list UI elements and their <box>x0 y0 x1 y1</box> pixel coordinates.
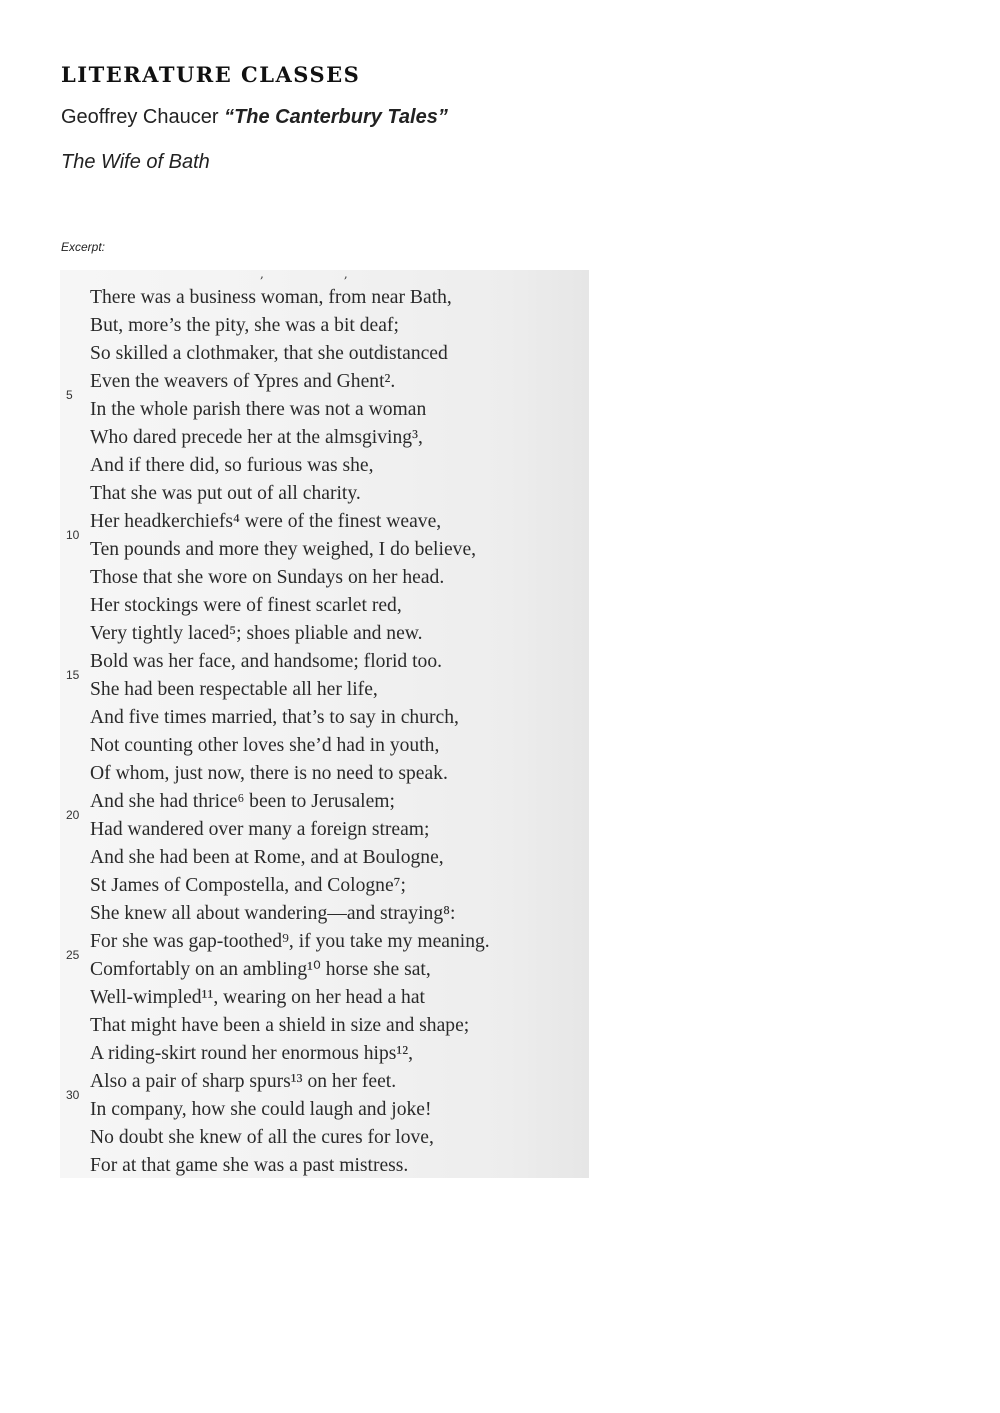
poem-line: Ten pounds and more they weighed, I do believe, <box>90 539 477 560</box>
poem-line: Had wandered over many a foreign stream; <box>90 819 430 840</box>
poem-line: That she was put out of all charity. <box>90 483 361 504</box>
poem-line: And she had thrice⁶ been to Jerusalem; <box>90 791 395 812</box>
poem-line: She knew all about wandering—and straying⁸: <box>90 903 456 924</box>
poem-line: She had been respectable all her life, <box>90 679 378 700</box>
line-number: 10 <box>66 528 80 542</box>
poem-line: There was a business woman, from near Bath, <box>90 287 452 308</box>
poem-line: Her headkerchiefs⁴ were of the finest weave, <box>90 511 442 532</box>
poem-line: For at that game she was a past mistress. <box>90 1155 409 1176</box>
poem-line: St James of Compostella, and Cologne⁷; <box>90 875 406 896</box>
poem-line: Who dared precede her at the almsgiving³, <box>90 427 423 448</box>
excerpt-label: Excerpt: <box>61 240 106 254</box>
line-number: 25 <box>66 948 80 962</box>
poem-line: Well-wimpled¹¹, wearing on her head a hat <box>90 987 425 1008</box>
poem-line: Of whom, just now, there is no need to speak. <box>90 763 448 784</box>
work-title: “The Canterbury Tales” <box>224 106 448 128</box>
poem-line: A riding-skirt round her enormous hips¹², <box>90 1043 414 1064</box>
poem-line: Those that she wore on Sundays on her head. <box>90 567 445 588</box>
poem-line: Bold was her face, and handsome; florid too. <box>90 651 443 672</box>
poem-line: Comfortably on an ambling¹⁰ horse she sat, <box>90 959 431 980</box>
poem-line: In company, how she could laugh and joke! <box>90 1099 432 1120</box>
poem-line: That might have been a shield in size and shape; <box>90 1015 470 1036</box>
line-number: 5 <box>66 388 73 402</box>
poem-line: Her stockings were of finest scarlet red, <box>90 595 402 616</box>
poem-line: In the whole parish there was not a woman <box>90 399 427 420</box>
line-number: 20 <box>66 808 80 822</box>
poem-line: And five times married, that’s to say in church, <box>90 707 459 728</box>
poem-line: For she was gap-toothed⁹, if you take my meaning. <box>90 931 490 952</box>
poem-excerpt-scan <box>60 267 589 1178</box>
poem-line: But, more’s the pity, she was a bit deaf; <box>90 315 399 336</box>
poem-lines <box>90 284 490 1180</box>
poem-line: Not counting other loves she’d had in youth, <box>90 735 440 756</box>
poem-line: And she had been at Rome, and at Boulogne, <box>90 847 444 868</box>
line-number: 30 <box>66 1088 80 1102</box>
poem-line: Very tightly laced⁵; shoes pliable and new. <box>90 623 423 644</box>
author-name: Geoffrey Chaucer <box>61 106 219 128</box>
poem-line: No doubt she knew of all the cures for love, <box>90 1127 434 1148</box>
poem-line: Also a pair of sharp spurs¹³ on her feet. <box>90 1071 397 1092</box>
scan-edge-marks: ,, <box>260 267 428 281</box>
poem-line: So skilled a clothmaker, that she outdistanced <box>90 343 448 364</box>
page-heading: LITERATURE CLASSES <box>61 62 361 87</box>
poem-line: Even the weavers of Ypres and Ghent². <box>90 371 396 392</box>
line-number: 15 <box>66 668 80 682</box>
tale-title: The Wife of Bath <box>61 151 210 173</box>
author-line <box>61 106 448 129</box>
poem-line: And if there did, so furious was she, <box>90 455 374 476</box>
